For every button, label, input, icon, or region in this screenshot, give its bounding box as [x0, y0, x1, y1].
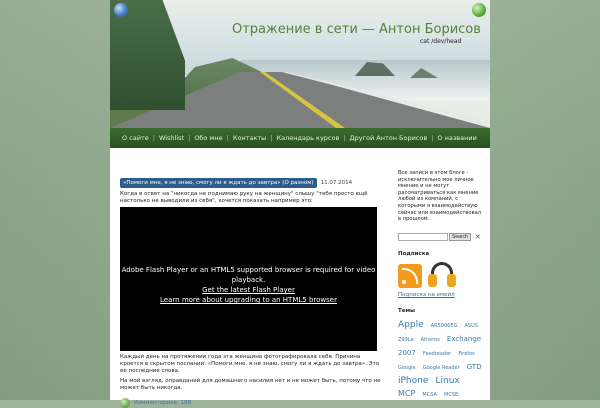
search-input[interactable] [398, 233, 448, 241]
nav-item-other-anton[interactable]: Другой Антон Борисов [349, 134, 428, 142]
main-nav [110, 128, 490, 148]
nav-item-about-site[interactable]: О сайте [122, 134, 149, 142]
nav-separator: | [431, 134, 434, 142]
green-orb-icon [472, 3, 486, 17]
search-form [398, 233, 484, 241]
post-date: 11.07.2014 [320, 180, 353, 186]
nav-separator: | [188, 134, 191, 142]
tag-link[interactable]: iPhone [398, 375, 429, 386]
subscribe-heading: Подписка [398, 250, 430, 257]
site-title[interactable]: Отражение в сети — Антон Борисов [232, 22, 481, 37]
nav-item-contacts[interactable]: Контакты [232, 134, 267, 142]
tag-link[interactable]: Linux [435, 375, 460, 386]
tag-link[interactable]: Feedreader [422, 350, 452, 357]
tag-link[interactable]: Google [398, 364, 416, 371]
post [120, 178, 382, 408]
page-wrapper [110, 0, 490, 406]
tag-link[interactable]: Exchange 2007 [398, 334, 482, 357]
tag-link[interactable]: GTD [466, 362, 482, 371]
tag-link[interactable]: Atheros [420, 336, 440, 343]
nav-item-about-me[interactable]: Обо мне [194, 134, 223, 142]
podcast-headphones-icon[interactable] [428, 262, 456, 288]
site-header [110, 0, 490, 128]
tag-link[interactable]: Google Reader [422, 364, 460, 371]
nav-item-wishlist[interactable]: Wishlist [158, 134, 185, 142]
blue-orb-icon [114, 3, 128, 17]
html5-upgrade-link[interactable]: Learn more about upgrading to an HTML5 browser [160, 296, 337, 304]
email-subscribe-link[interactable]: Подписка на емейл [398, 291, 455, 298]
site-description: cat /dev/head [420, 38, 462, 45]
tag-cloud [398, 317, 484, 400]
get-flash-link[interactable]: Get the latest Flash Player [202, 286, 295, 294]
tag-link[interactable]: AR5006EG [430, 322, 458, 329]
tag-link[interactable]: MCSA [422, 391, 437, 398]
close-icon[interactable]: ✕ [474, 232, 481, 241]
post-intro: Когда в ответ на "никогда не поднимаю руку на женщину" слышу "тебя просто ещё настолько не выводили из себя", хочется показать например это: [120, 191, 368, 204]
flash-required-message: Adobe Flash Player or an HTML5 supported browser is required for video playback. [121, 266, 376, 284]
tags-heading: Темы [398, 307, 415, 314]
nav-separator: | [343, 134, 346, 142]
comment-bubble-icon [120, 398, 130, 408]
video-player[interactable] [120, 207, 377, 351]
tag-link[interactable]: Apple [398, 319, 424, 330]
sidebar [398, 170, 484, 400]
nav-item-about-name[interactable]: О названии [437, 134, 477, 142]
nav-item-courses[interactable]: Календарь курсов [276, 134, 340, 142]
nav-separator: | [270, 134, 273, 142]
tag-link[interactable]: Firefox [458, 350, 475, 357]
comments-link[interactable] [120, 398, 382, 408]
rss-icon[interactable] [398, 264, 422, 288]
tag-link[interactable]: ASUS [464, 322, 478, 329]
main-area [110, 148, 490, 406]
tag-link[interactable]: MCSE [444, 391, 459, 398]
nav-separator: | [226, 134, 229, 142]
sidebar-disclaimer: Все записи в этом блоге - исключительно мое личное мнение и не могут рассматриваться как мнение любой из компаний, с которыми я взаимодействую сейчас или взаимодействовал в прошлом. [398, 170, 482, 223]
post-title[interactable]: «Помоги мне, я не знаю, смогу ли я ждать до завтра» (О разном) [120, 178, 317, 188]
comments-count[interactable]: Комментариев: 108 [134, 400, 191, 406]
post-text: Каждый день на протяжении года эта женщина фотографировала себя. Причина кроется в скрытом послании: «Помоги мне, я не знаю, смогу ли я ждать до завтра». Это ее последние слова. [120, 354, 380, 374]
post-header [120, 178, 382, 188]
tag-link[interactable]: MCP [398, 388, 416, 398]
nav-separator: | [152, 134, 155, 142]
search-button[interactable]: Search [449, 233, 471, 241]
subscribe-icons [398, 262, 484, 288]
tag-link[interactable]: Z99Le [398, 336, 414, 343]
post-text: На мой взгляд, оправданий для домашнего насилия нет и не может быть, потому что не может быть никогда. [120, 378, 381, 391]
video-message-box [120, 265, 377, 305]
